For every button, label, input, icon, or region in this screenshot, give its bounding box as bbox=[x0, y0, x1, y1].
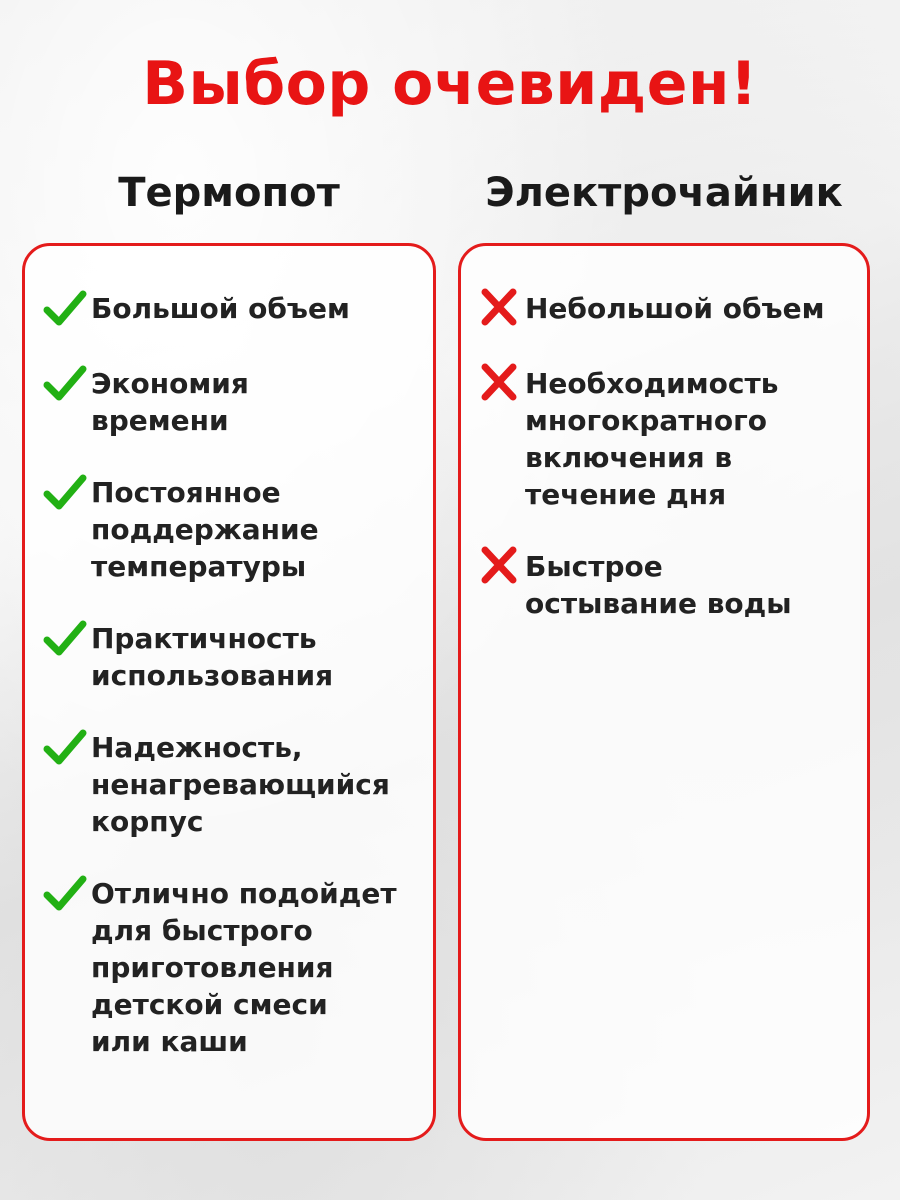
disadvantages-list bbox=[461, 246, 867, 622]
check-icon bbox=[43, 725, 87, 769]
advantage-text: Практичность использования bbox=[91, 622, 334, 692]
check-icon bbox=[43, 286, 87, 330]
advantage-text: Постоянное поддержание температуры bbox=[91, 476, 319, 583]
advantage-text: Отлично подойдет для быстрого приготовления детской смеси или каши bbox=[91, 877, 397, 1058]
cross-icon bbox=[477, 286, 521, 330]
advantage-text: Надежность, ненагревающийся корпус bbox=[91, 731, 390, 838]
thermopot-advantages-card bbox=[22, 243, 436, 1141]
kettle-disadvantages-card bbox=[458, 243, 870, 1141]
right-column-heading: Электрочайник bbox=[485, 170, 843, 216]
check-icon bbox=[43, 361, 87, 405]
list-item bbox=[43, 875, 423, 1060]
advantages-list bbox=[25, 246, 433, 1060]
advantage-text: Экономия времени bbox=[91, 367, 249, 437]
list-item bbox=[43, 620, 423, 694]
disadvantage-text: Небольшой объем bbox=[525, 292, 825, 325]
cross-icon bbox=[477, 544, 521, 588]
check-icon bbox=[43, 616, 87, 660]
list-item bbox=[43, 290, 423, 330]
advantage-text: Большой объем bbox=[91, 292, 350, 325]
cross-icon bbox=[477, 361, 521, 405]
list-item bbox=[43, 365, 423, 439]
list-item bbox=[477, 290, 857, 330]
list-item bbox=[477, 365, 857, 513]
list-item bbox=[43, 729, 423, 840]
disadvantage-text: Необходимость многократного включения в течение дня bbox=[525, 367, 779, 511]
check-icon bbox=[43, 871, 87, 915]
disadvantage-text: Быстрое остывание воды bbox=[525, 550, 792, 620]
list-item bbox=[43, 474, 423, 585]
check-icon bbox=[43, 470, 87, 514]
left-column-heading: Термопот bbox=[118, 170, 340, 216]
page-title: Выбор очевиден! bbox=[142, 49, 758, 119]
list-item bbox=[477, 548, 857, 622]
